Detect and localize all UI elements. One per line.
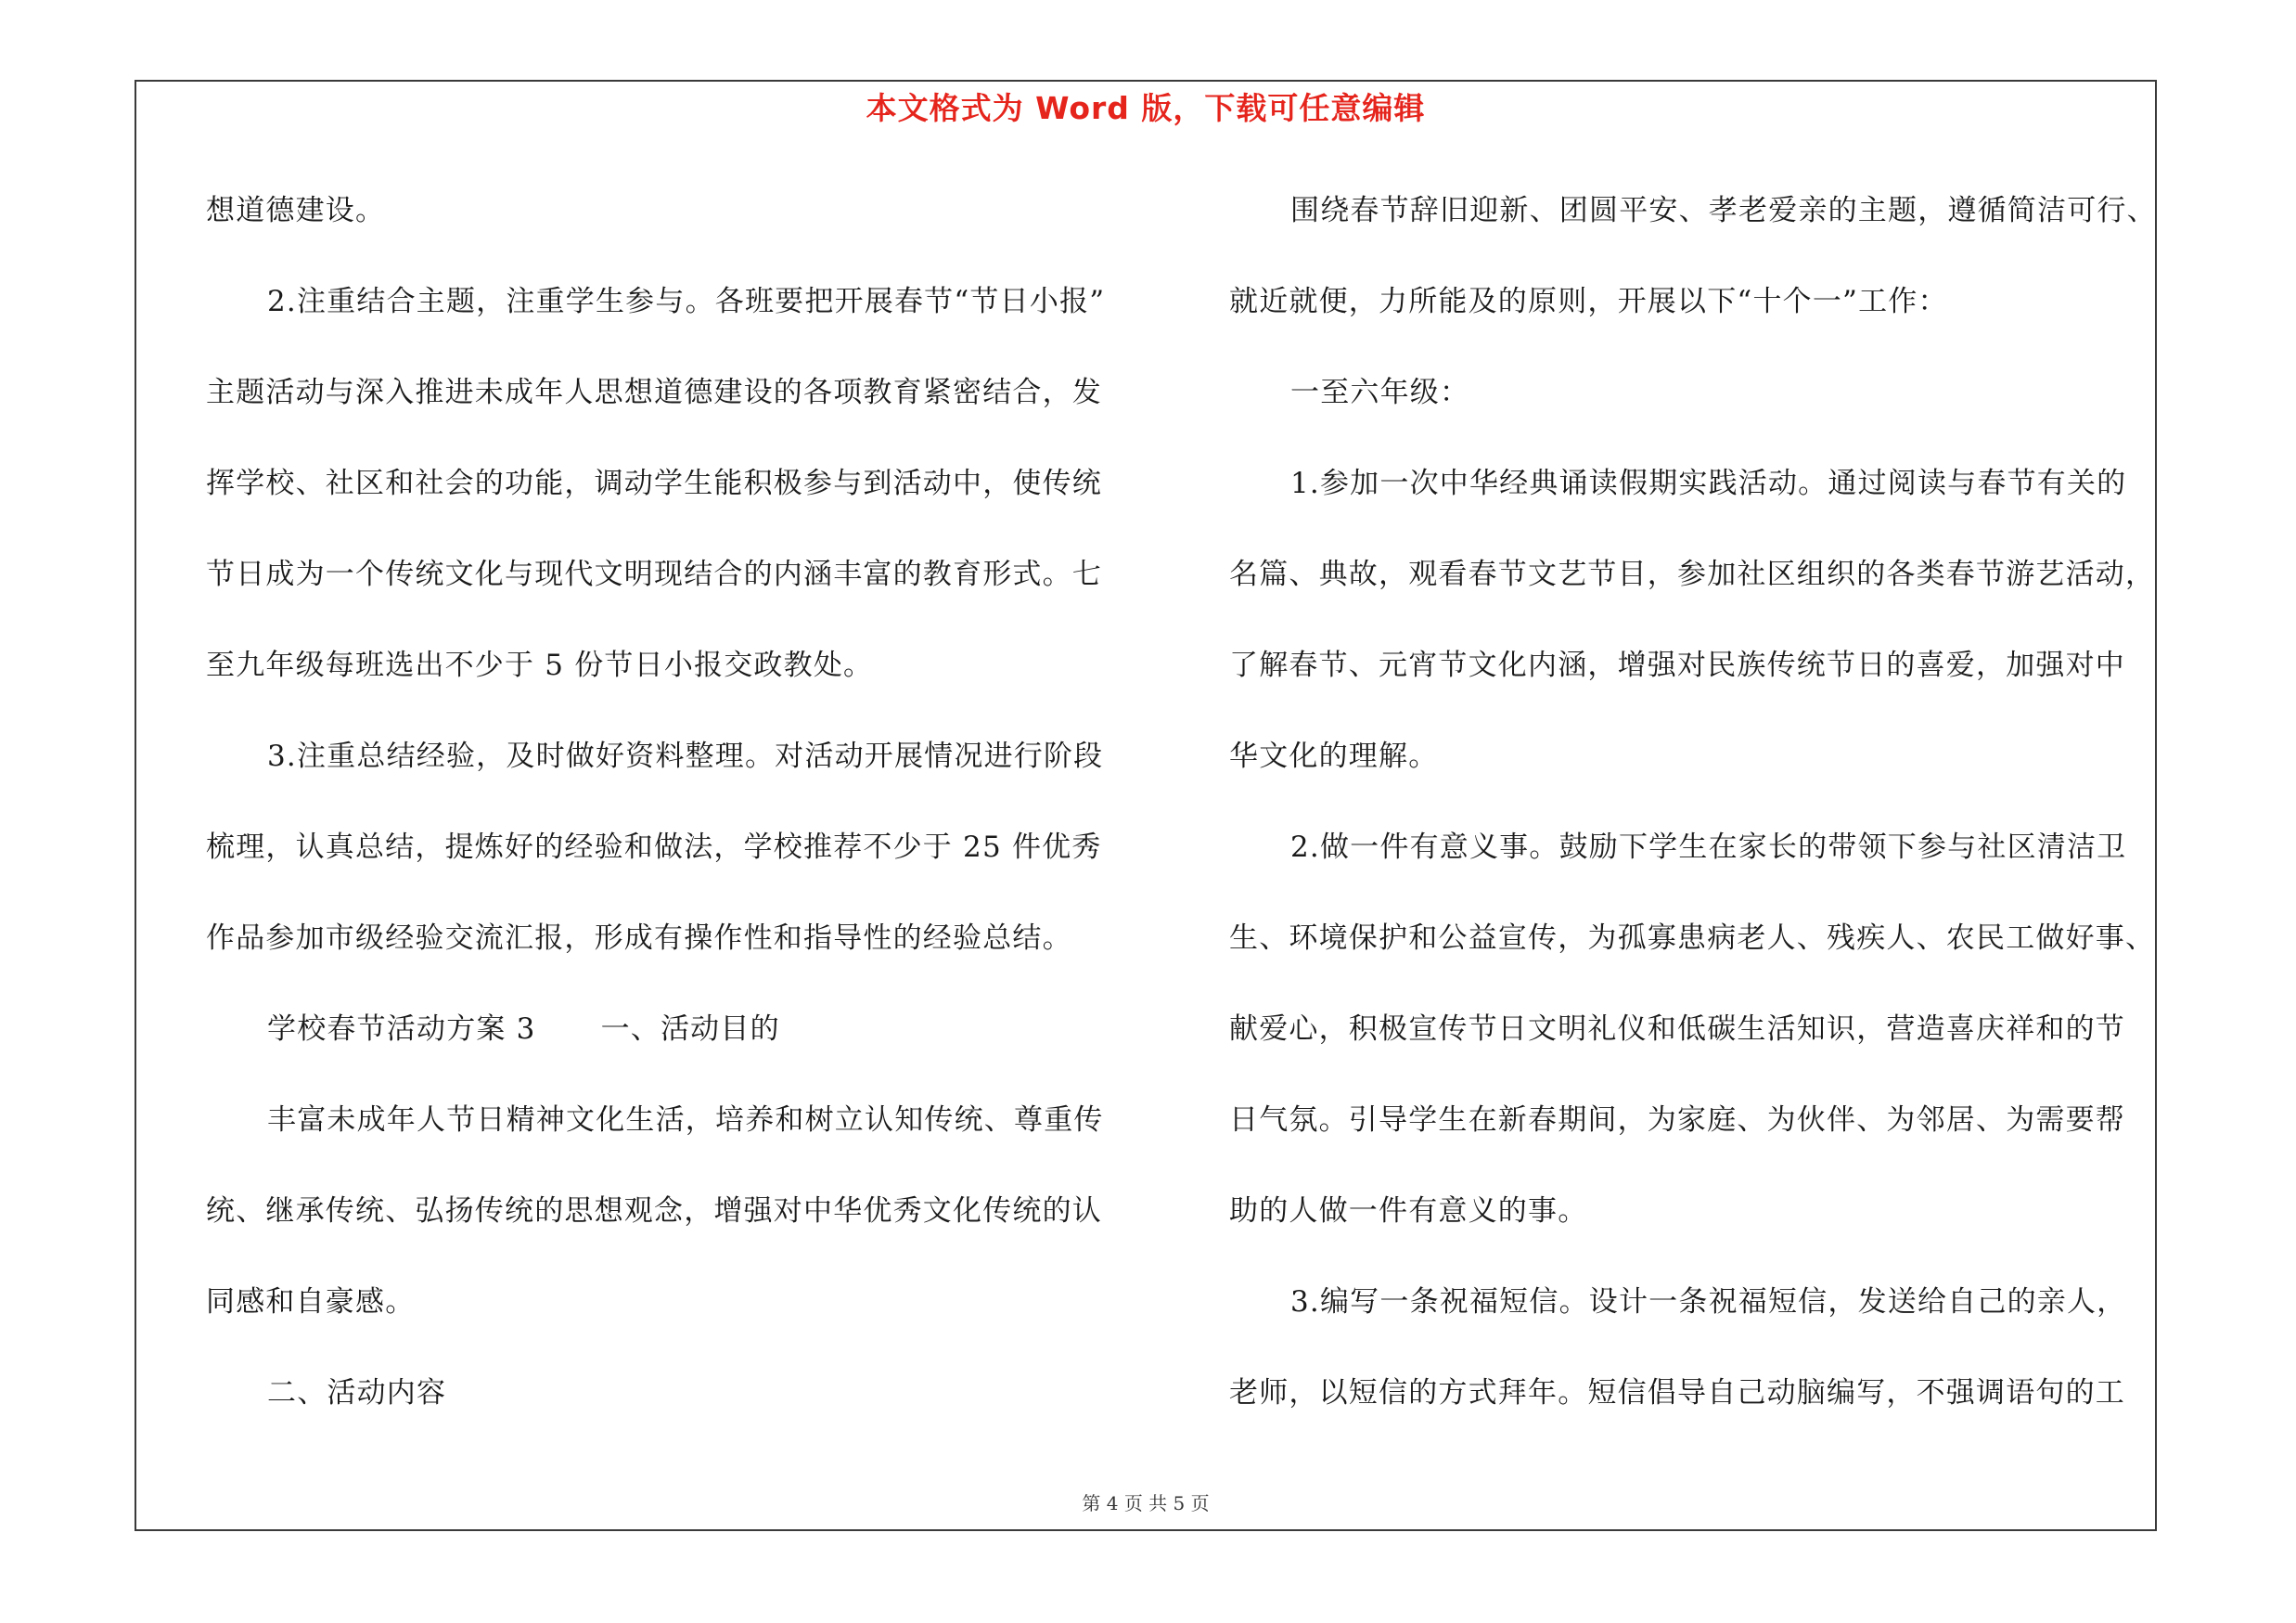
text-line: 一至六年级： bbox=[1290, 376, 1470, 409]
right-column bbox=[1229, 183, 2157, 1456]
text-line: 作品参加市级经验交流汇报，形成有操作性和指导性的经验总结。 bbox=[206, 921, 1072, 955]
text-line: 2.做一件有意义事。鼓励下学生在家长的带领下参与社区清洁卫 bbox=[1290, 831, 2127, 864]
left-column bbox=[206, 183, 1124, 1456]
text-line: 名篇、典故，观看春节文艺节目，参加社区组织的各类春节游艺活动， bbox=[1229, 558, 2156, 591]
text-line: 献爱心，积极宣传节日文明礼仪和低碳生活知识，营造喜庆祥和的节 bbox=[1229, 1012, 2125, 1046]
text-line: 1.参加一次中华经典诵读假期实践活动。通过阅读与春节有关的 bbox=[1290, 467, 2127, 500]
plan-title: 学校春节活动方案 3 bbox=[267, 1012, 536, 1046]
word-format-banner: 本文格式为 Word 版，下载可任意编辑 bbox=[866, 90, 1426, 126]
text-line: 挥学校、社区和社会的功能，调动学生能积极参与到活动中，使传统 bbox=[206, 467, 1102, 500]
text-line: 老师，以短信的方式拜年。短信倡导自己动脑编写，不强调语句的工 bbox=[1229, 1376, 2125, 1410]
text-line: 3.编写一条祝福短信。设计一条祝福短信，发送给自己的亲人， bbox=[1290, 1285, 2127, 1319]
plan-heading bbox=[206, 1001, 1124, 1092]
section-heading: 一、活动目的 bbox=[600, 1012, 780, 1046]
text-line: 华文化的理解。 bbox=[1229, 740, 1439, 773]
text-line: 统、继承传统、弘扬传统的思想观念，增强对中华优秀文化传统的认 bbox=[206, 1194, 1102, 1228]
text-line: 围绕春节辞旧迎新、团圆平安、孝老爱亲的主题，遵循简洁可行、 bbox=[1290, 194, 2157, 227]
text-line: 想道德建设。 bbox=[206, 194, 386, 227]
section-heading: 二、活动内容 bbox=[267, 1376, 447, 1410]
text-line: 节日成为一个传统文化与现代文明现结合的内涵丰富的教育形式。七 bbox=[206, 558, 1102, 591]
text-line: 3.注重总结经验，及时做好资料整理。对活动开展情况进行阶段 bbox=[267, 740, 1104, 773]
text-line: 了解春节、元宵节文化内涵，增强对民族传统节日的喜爱，加强对中 bbox=[1229, 649, 2125, 682]
text-line: 主题活动与深入推进未成年人思想道德建设的各项教育紧密结合，发 bbox=[206, 376, 1102, 409]
text-line: 至九年级每班选出不少于 5 份节日小报交政教处。 bbox=[206, 649, 874, 682]
text-line: 2.注重结合主题，注重学生参与。各班要把开展春节“节日小报” bbox=[267, 285, 1106, 318]
text-line: 日气氛。引导学生在新春期间，为家庭、为伙伴、为邻居、为需要帮 bbox=[1229, 1103, 2125, 1137]
text-line: 就近就便，力所能及的原则，开展以下“十个一”工作： bbox=[1229, 285, 1948, 318]
text-line: 丰富未成年人节日精神文化生活，培养和树立认知传统、尊重传 bbox=[267, 1103, 1104, 1137]
text-line: 同感和自豪感。 bbox=[206, 1285, 416, 1319]
text-line: 助的人做一件有意义的事。 bbox=[1229, 1194, 1588, 1228]
text-line: 梳理，认真总结，提炼好的经验和做法，学校推荐不少于 25 件优秀 bbox=[206, 831, 1102, 864]
text-line: 生、环境保护和公益宣传，为孤寡患病老人、残疾人、农民工做好事、 bbox=[1229, 921, 2156, 955]
page-number-footer: 第 4 页 共 5 页 bbox=[1082, 1492, 1210, 1514]
